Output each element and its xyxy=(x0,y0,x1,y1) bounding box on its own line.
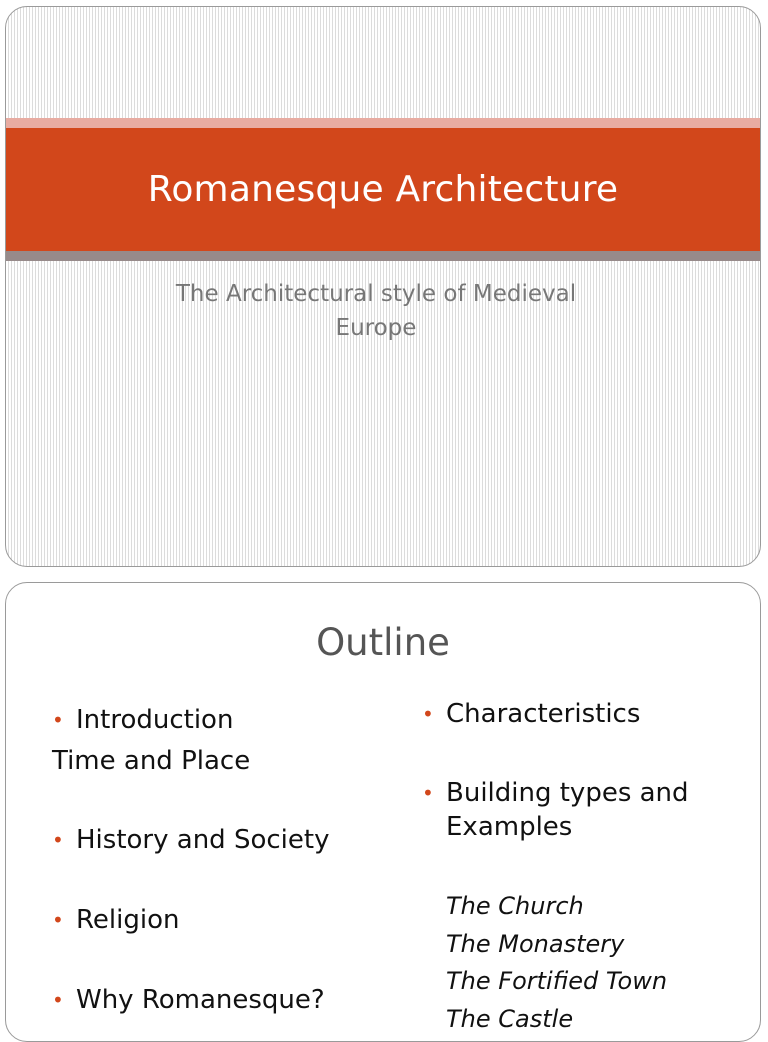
outline-item-characteristics: • Characteristics xyxy=(422,699,641,729)
outline-item-time-place: Time and Place xyxy=(52,746,251,776)
outline-slide xyxy=(5,582,761,1042)
bullet-icon: • xyxy=(52,828,64,852)
examples-list xyxy=(422,888,752,1038)
subtitle-line-1: The Architectural style of Medieval xyxy=(175,281,577,307)
bullet-icon: • xyxy=(422,781,434,805)
title-band xyxy=(6,128,760,251)
example-castle: The Castle xyxy=(446,1004,574,1033)
outline-item-religion: • Religion xyxy=(52,905,180,935)
example-monastery: The Monastery xyxy=(446,929,625,958)
outline-item-building-types: • Building types and Examples xyxy=(422,778,689,842)
title-slide xyxy=(5,6,761,567)
outline-title: Outline xyxy=(316,621,450,664)
outline-left-column xyxy=(52,703,382,1017)
outline-item-history: • History and Society xyxy=(52,825,330,855)
title-stripe-top xyxy=(6,118,760,128)
slide-subtitle xyxy=(116,277,636,345)
title-stripe-bottom xyxy=(6,251,760,261)
outline-right-column xyxy=(422,697,752,1038)
slide-title: Romanesque Architecture xyxy=(147,169,619,210)
example-church: The Church xyxy=(446,892,584,920)
subtitle-line-2: Europe xyxy=(335,315,417,341)
example-fortified-town: The Fortified Town xyxy=(446,967,668,995)
bullet-icon: • xyxy=(52,988,64,1012)
bullet-icon: • xyxy=(52,908,64,932)
outline-item-introduction: • Introduction xyxy=(52,705,234,735)
bullet-icon: • xyxy=(422,702,434,726)
bullet-icon: • xyxy=(52,708,64,732)
outline-item-why-romanesque: • Why Romanesque? xyxy=(52,985,325,1015)
